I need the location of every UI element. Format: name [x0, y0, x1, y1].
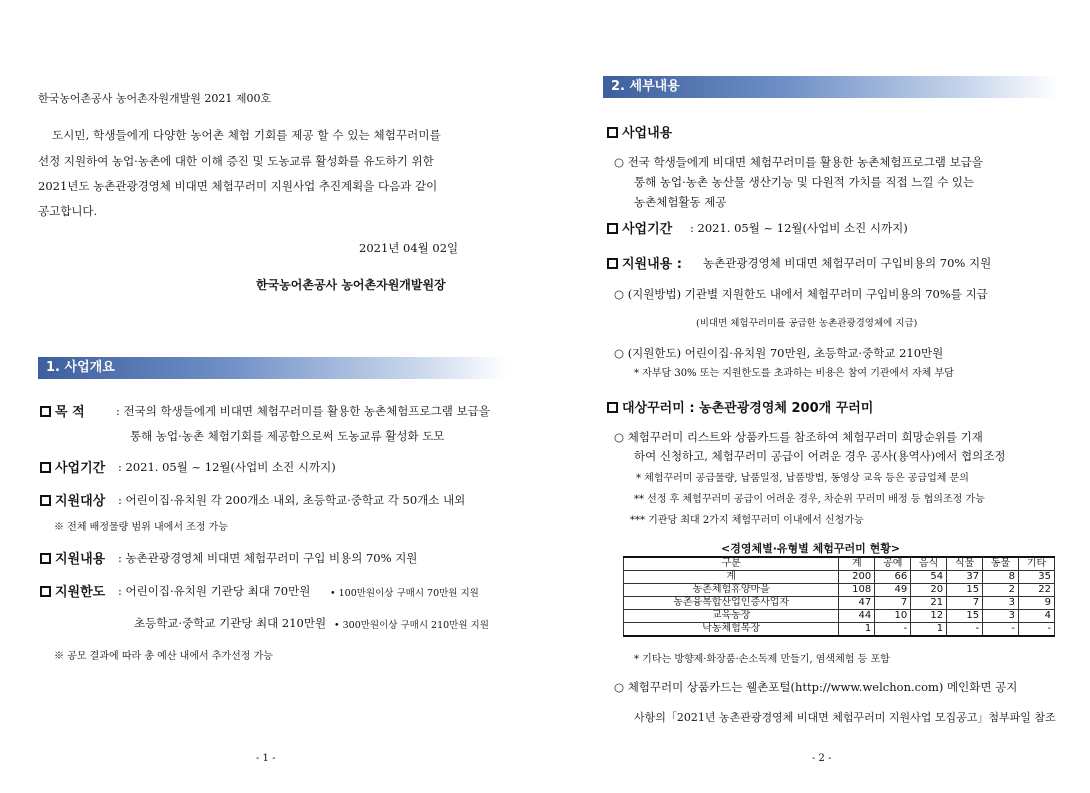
- limit-sub-2: • 300만원이상 구매시 210만원 지원: [334, 620, 489, 631]
- target2-label: 대상꾸러미 : 농촌관광경영체 200개 꾸러미: [622, 401, 874, 416]
- period-text: : 2021. 05월 ~ 12월(사업비 소진 시까지): [118, 460, 336, 474]
- table-cell: 7: [875, 597, 911, 610]
- table-cell: 3: [983, 597, 1019, 610]
- table-cell: 22: [1019, 584, 1055, 597]
- table-cell: 21: [911, 597, 947, 610]
- period2-label: 사업기간: [622, 222, 673, 237]
- table-header-cell: 계: [839, 557, 875, 571]
- page-number-1: - 1 -: [256, 753, 276, 764]
- notice-date: 2021년 04월 02일: [359, 241, 459, 255]
- table-cell: 7: [947, 597, 983, 610]
- intro-line-2: 선정 지원하여 농업·농촌에 대한 이해 증진 및 도농교류 활성화를 유도하기 위한: [38, 154, 434, 168]
- business-label: 사업내용: [622, 126, 673, 141]
- section-title-overview: 1. 사업개요: [38, 357, 508, 379]
- content-text: : 농촌관광경영체 비대면 체험꾸러미 구입 비용의 70% 지원: [118, 551, 418, 565]
- table-cell: 9: [1019, 597, 1055, 610]
- target2-item: [607, 397, 873, 416]
- table-cell: 3: [983, 610, 1019, 623]
- period-item: [40, 457, 105, 476]
- doc-header: 한국농어촌공사 농어촌자원개발원 2021 제00호: [38, 92, 272, 105]
- content-item: [40, 548, 105, 567]
- checkbox-square-icon: [40, 553, 51, 564]
- signature: 한국농어촌공사 농어촌자원개발원장: [256, 278, 446, 292]
- table-cell: 200: [839, 571, 875, 584]
- table-cell: 1: [911, 623, 947, 637]
- method-sub: (비대면 체험꾸러미를 공급한 농촌관광경영체에 지급): [696, 318, 918, 329]
- table-cell: 108: [839, 584, 875, 597]
- table-cell: 낙농체험목장: [624, 623, 839, 637]
- table-row: [624, 571, 1055, 584]
- table-cell: 2: [983, 584, 1019, 597]
- purpose-label: 목 적: [55, 405, 85, 420]
- checkbox-square-icon: [40, 586, 51, 597]
- intro-line-1: 도시민, 학생들에게 다양한 농어촌 체험 기회를 제공 할 수 있는 체험꾸러미를: [52, 128, 441, 142]
- section-title-details: 2. 세부내용: [603, 76, 1059, 98]
- table-cell: -: [875, 623, 911, 637]
- checkbox-square-icon: [607, 402, 618, 413]
- table-cell: 15: [947, 610, 983, 623]
- checkbox-square-icon: [40, 406, 51, 417]
- table-row: [624, 584, 1055, 597]
- target-label: 지원대상: [55, 494, 106, 509]
- table-cell: -: [1019, 623, 1055, 637]
- limit2-sub: * 자부담 30% 또는 지원한도를 초과하는 비용은 참여 기관에서 자체 부담: [634, 368, 954, 379]
- card-text-1: ○ 체험꾸러미 상품카드는 웰촌포털(http://www.welchon.com) 메인화면 공지: [614, 680, 1018, 694]
- business-text-1: ○ 전국 학생들에게 비대면 체험꾸러미를 활용한 농촌체험프로그램 보급을: [614, 155, 983, 169]
- card-text-2: 사항의「2021년 농촌관광경영체 비대면 체험꾸러미 지원사업 모집공고」첨부파일 참조: [634, 711, 1056, 724]
- target2-text-2: 하여 신청하고, 체험꾸러미 공급이 어려운 경우 공사(용역사)에서 협의조정: [634, 449, 1006, 463]
- status-table: [623, 556, 1055, 637]
- limit-label: 지원한도: [55, 585, 106, 600]
- table-cell: 44: [839, 610, 875, 623]
- table-cell: 계: [624, 571, 839, 584]
- table-cell: 교육농장: [624, 610, 839, 623]
- footer-note: ※ 공모 결과에 따라 총 예산 내에서 추가선정 가능: [54, 651, 273, 662]
- table-note: * 기타는 방향제·화장품·손소독제 만들기, 염색체험 등 포함: [634, 654, 890, 665]
- checkbox-square-icon: [607, 127, 618, 138]
- limit-sub-1: • 100만원이상 구매시 70만원 지원: [330, 588, 479, 599]
- limit2-text: ○ (지원한도) 어린이집·유치원 70만원, 초등학교·중학교 210만원: [614, 346, 944, 360]
- checkbox-square-icon: [40, 462, 51, 473]
- business-text-2: 통해 농업·농촌 농산물 생산기능 및 다원적 가치를 직접 느낄 수 있는: [634, 175, 975, 189]
- limit-text-1: : 어린이집·유치원 기관당 최대 70만원: [118, 584, 311, 598]
- table-header-cell: 식물: [947, 557, 983, 571]
- table-row: [624, 597, 1055, 610]
- table-cell: 1: [839, 623, 875, 637]
- limit-item: [40, 581, 105, 600]
- table-cell: 12: [911, 610, 947, 623]
- intro-line-3: 2021년도 농촌관광경영체 비대면 체험꾸러미 지원사업 추진계획을 다음과 같이: [38, 179, 438, 193]
- target-item: [40, 490, 105, 509]
- business-item: [607, 122, 672, 141]
- business-text-3: 농촌체험활동 제공: [634, 195, 727, 209]
- purpose-text-1: : 전국의 학생들에게 비대면 체험꾸러미를 활용한 농촌체험프로그램 보급을: [116, 404, 490, 418]
- table-header-cell: 기타: [1019, 557, 1055, 571]
- period-label: 사업기간: [55, 461, 106, 476]
- period2-text: : 2021. 05월 ~ 12월(사업비 소진 시까지): [690, 221, 908, 235]
- table-cell: 49: [875, 584, 911, 597]
- note-1: * 체험꾸러미 공급물량, 납품일정, 납품방법, 동영상 교육 등은 공급업체 문의: [636, 473, 969, 484]
- checkbox-square-icon: [607, 223, 618, 234]
- table-header-cell: 구분: [624, 557, 839, 571]
- method-text: ○ (지원방법) 기관별 지원한도 내에서 체험꾸러미 구입비용의 70%를 지급: [614, 287, 988, 301]
- table-header-row: [624, 557, 1055, 571]
- table-cell: -: [947, 623, 983, 637]
- page-number-2: - 2 -: [812, 753, 832, 764]
- table-cell: 54: [911, 571, 947, 584]
- purpose-text-2: 통해 농업·농촌 체험기회를 제공함으로써 도농교류 활성화 도모: [130, 429, 445, 443]
- intro-line-4: 공고합니다.: [38, 204, 98, 218]
- support-text: 농촌관광경영체 비대면 체험꾸러미 구입비용의 70% 지원: [703, 256, 992, 270]
- support-item: [607, 253, 682, 272]
- table-cell: 37: [947, 571, 983, 584]
- table-cell: 35: [1019, 571, 1055, 584]
- target2-text-1: ○ 체험꾸러미 리스트와 상품카드를 참조하여 체험꾸러미 희망순위를 기재: [614, 430, 983, 444]
- note-3: *** 기관당 최대 2가지 체험꾸러미 이내에서 신청가능: [630, 515, 864, 526]
- table-cell: 10: [875, 610, 911, 623]
- limit-text-2: 초등학교·중학교 기관당 최대 210만원: [134, 616, 327, 630]
- checkbox-square-icon: [40, 495, 51, 506]
- table-cell: 8: [983, 571, 1019, 584]
- table-cell: 20: [911, 584, 947, 597]
- checkbox-square-icon: [607, 258, 618, 269]
- table-cell: 66: [875, 571, 911, 584]
- table-title: <경영체별·유형별 체험꾸러미 현황>: [721, 542, 901, 555]
- note-2: ** 선정 후 체험꾸러미 공급이 어려운 경우, 차순위 꾸러미 배정 등 협의조정 가능: [634, 494, 985, 505]
- table-header-cell: 공예: [875, 557, 911, 571]
- period2-item: [607, 218, 672, 237]
- support-label: 지원내용 :: [622, 257, 682, 272]
- content-label: 지원내용: [55, 552, 106, 567]
- target-note: ※ 전체 배정물량 범위 내에서 조정 가능: [54, 522, 228, 533]
- table-cell: 15: [947, 584, 983, 597]
- table-row: [624, 623, 1055, 637]
- table-cell: -: [983, 623, 1019, 637]
- table-cell: 4: [1019, 610, 1055, 623]
- purpose-item: [40, 401, 85, 420]
- target-text: : 어린이집·유치원 각 200개소 내외, 초등학교·중학교 각 50개소 내외: [118, 493, 466, 507]
- table-cell: 농촌체험휴양마을: [624, 584, 839, 597]
- table-cell: 농촌융복합산업인증사업자: [624, 597, 839, 610]
- table-cell: 47: [839, 597, 875, 610]
- table-header-cell: 음식: [911, 557, 947, 571]
- table-row: [624, 610, 1055, 623]
- table-header-cell: 동물: [983, 557, 1019, 571]
